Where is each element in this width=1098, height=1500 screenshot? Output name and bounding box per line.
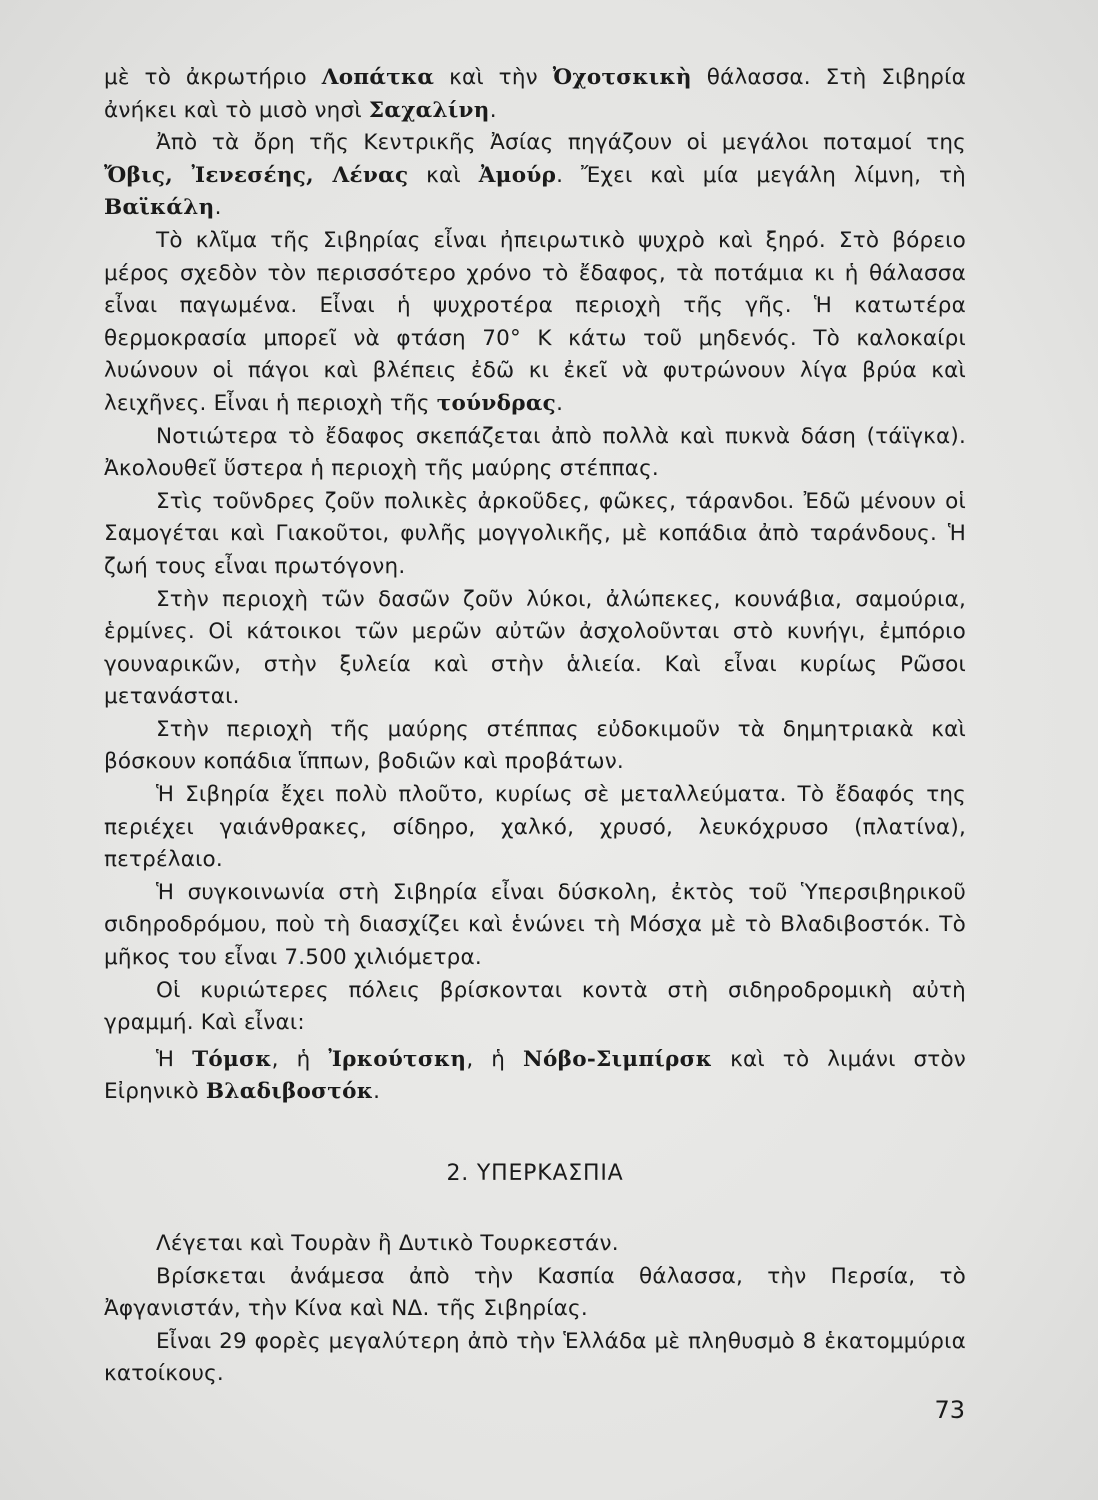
body-text-top xyxy=(104,62,966,1109)
page-number: 73 xyxy=(934,1396,965,1424)
paragraph xyxy=(104,584,966,714)
paragraph xyxy=(104,486,966,584)
text-run: Τὸ κλῖμα τῆς Σιβηρίας εἶναι ἠπειρωτικὸ ψυχρὸ καὶ ξηρό. Στὸ βόρειο μέρος σχεδὸν τὸν περισσότερο χρόνο τὸ ἔδαφος, τὰ ποτάμια κι ἡ θάλασσα εἶναι παγωμένα. Εἶναι ἡ ψυχροτέρα περιοχὴ τῆς γῆς. Ἡ κατωτέρα θερμοκρασία μπορεῖ νὰ φτάση 70° Κ κάτω τοῦ μηδενός. Τὸ καλοκαίρι λυώνουν οἱ πάγοι καὶ βλέπεις ἐδῶ κι ἐκεῖ νὰ φυτρώνουν λίγα βρύα καὶ λειχῆνες. Εἶναι ἡ περιοχὴ τῆς xyxy=(104,227,966,416)
text-run: . Ἔχει καὶ μία μεγάλη λίμνη, τὴ xyxy=(556,162,966,188)
text-run: καὶ τὸ λιμάνι στὸν Εἰρηνικὸ xyxy=(104,1046,967,1105)
bold-term: Ἀμούρ xyxy=(478,162,557,188)
paragraph xyxy=(104,1261,966,1326)
bold-term: Ἰρκούτσκη xyxy=(328,1046,467,1072)
bold-term: Λοπάτκα xyxy=(321,65,435,90)
bold-term: Βαϊκάλη xyxy=(104,195,215,221)
text-run: , ἡ xyxy=(271,1046,329,1072)
paragraph xyxy=(104,127,966,225)
text-run: Στὶς τοῦνδρες ζοῦν πολικὲς ἀρκοῦδες, φῶκες, τάρανδοι. Ἐδῶ μένουν οἱ Σαμογέται καὶ Γιακοῦτοι, φυλῆς μογγολικῆς, μὲ κοπάδια ἀπὸ ταράνδους. Ἡ ζωή τους εἶναι πρωτόγονη. xyxy=(104,488,966,579)
paragraph xyxy=(104,421,966,486)
paragraph xyxy=(104,877,966,975)
paragraph xyxy=(104,1228,966,1261)
paragraph xyxy=(104,62,966,127)
bold-term: τούνδρας xyxy=(436,390,557,416)
paragraph xyxy=(104,1044,966,1109)
text-run: Νοτιώτερα τὸ ἔδαφος σκεπάζεται ἀπὸ πολλὰ καὶ πυκνὰ δάση (τάϊγκα). Ἀκολουθεῖ ὕστερα ἡ περιοχὴ τῆς μαύρης στέππας. xyxy=(104,423,966,482)
text-run: . xyxy=(556,390,564,416)
bold-term: Νόβο-Σιμπίρσκ xyxy=(523,1046,713,1072)
paragraph xyxy=(104,975,966,1040)
text-run: . xyxy=(214,195,222,221)
text-run: Λέγεται καὶ Τουρὰν ἢ Δυτικὸ Τουρκεστάν. xyxy=(156,1231,619,1256)
text-run: Ἡ Σιβηρία ἔχει πολὺ πλοῦτο, κυρίως σὲ μεταλλεύματα. Τὸ ἔδαφός της περιέχει γαιάνθρακες, σίδηρο, χαλκό, χρυσό, λευκόχρυσο (πλατίνα), πετρέλαιο. xyxy=(104,782,966,873)
text-run: Στὴν περιοχὴ τῶν δασῶν ζοῦν λύκοι, ἀλώπεκες, κουνάβια, σαμούρια, ἑρμίνες. Οἱ κάτοικοι τῶν μερῶν αὐτῶν ἀσχολοῦνται στὸ κυνήγι, ἐμπόριο γουναρικῶν, στὴν ξυλεία καὶ στὴν ἁλιεία. Καὶ εἶναι κυρίως Ρῶσοι μετανάσται. xyxy=(104,586,966,710)
bold-term: Βλαδιβοστόκ xyxy=(205,1079,374,1105)
text-run: καὶ τὴν xyxy=(434,65,553,90)
paragraph xyxy=(104,225,966,421)
bold-term: Τόμσκ xyxy=(192,1046,272,1072)
body-text-bottom xyxy=(104,1228,966,1391)
paragraph xyxy=(104,714,966,779)
text-run: Οἱ κυριώτερες πόλεις βρίσκονται κοντὰ στὴ σιδηροδρομικὴ αὐτὴ γραμμή. Καὶ εἶναι: xyxy=(104,977,966,1036)
section-heading: 2. ΥΠΕΡΚΑΣΠΙΑ xyxy=(446,1161,624,1186)
text-run: Ἡ xyxy=(156,1046,193,1072)
text-run: Στὴν περιοχὴ τῆς μαύρης στέππας εὐδοκιμοῦν τὰ δημητριακὰ καὶ βόσκουν κοπάδια ἵππων, βοδιῶν καὶ προβάτων. xyxy=(104,716,966,775)
text-run: θάλασσα. Στὴ Σιβηρία ἀνήκει καὶ τὸ μισὸ νησὶ xyxy=(104,65,966,123)
text-run: Βρίσκεται ἀνάμεσα ἀπὸ τὴν Κασπία θάλασσα, τὴν Περσία, τὸ Ἀφγανιστάν, τὴν Κίνα καὶ ΝΔ. τῆς Σιβηρίας. xyxy=(104,1263,966,1322)
page xyxy=(104,62,966,1462)
bold-term: Ὀχοτσκικὴ xyxy=(552,65,692,90)
text-run: Εἶναι 29 φορὲς μεγαλύτερη ἀπὸ τὴν Ἑλλάδα μὲ πληθυσμὸ 8 ἑκατομμύρια κατοίκους. xyxy=(104,1328,966,1387)
text-run: Ἡ συγκοινωνία στὴ Σιβηρία εἶναι δύσκολη, ἐκτὸς τοῦ Ὑπερσιβηρικοῦ σιδηροδρόμου, ποὺ τὴ διασχίζει καὶ ἑνώνει τὴ Μόσχα μὲ τὸ Βλαδιβοστόκ. Τὸ μῆκος του εἶναι 7.500 χιλιόμετρα. xyxy=(104,879,966,971)
text-run: . xyxy=(489,97,497,123)
text-run: καὶ xyxy=(408,162,479,188)
text-run: μὲ τὸ ἀκρωτήριο xyxy=(104,65,322,90)
paragraph xyxy=(104,779,966,877)
text-run: , ἡ xyxy=(466,1046,524,1072)
bold-term: Σαχαλίνη xyxy=(368,97,490,123)
text-run: Ἀπὸ τὰ ὄρη τῆς Κεντρικῆς Ἀσίας πηγάζουν οἱ μεγάλοι ποταμοί της xyxy=(156,130,966,156)
text-run: . xyxy=(373,1079,381,1105)
bold-term: Ὄβις, Ἰενεσέης, Λένας xyxy=(104,162,409,188)
paragraph xyxy=(104,1326,966,1391)
